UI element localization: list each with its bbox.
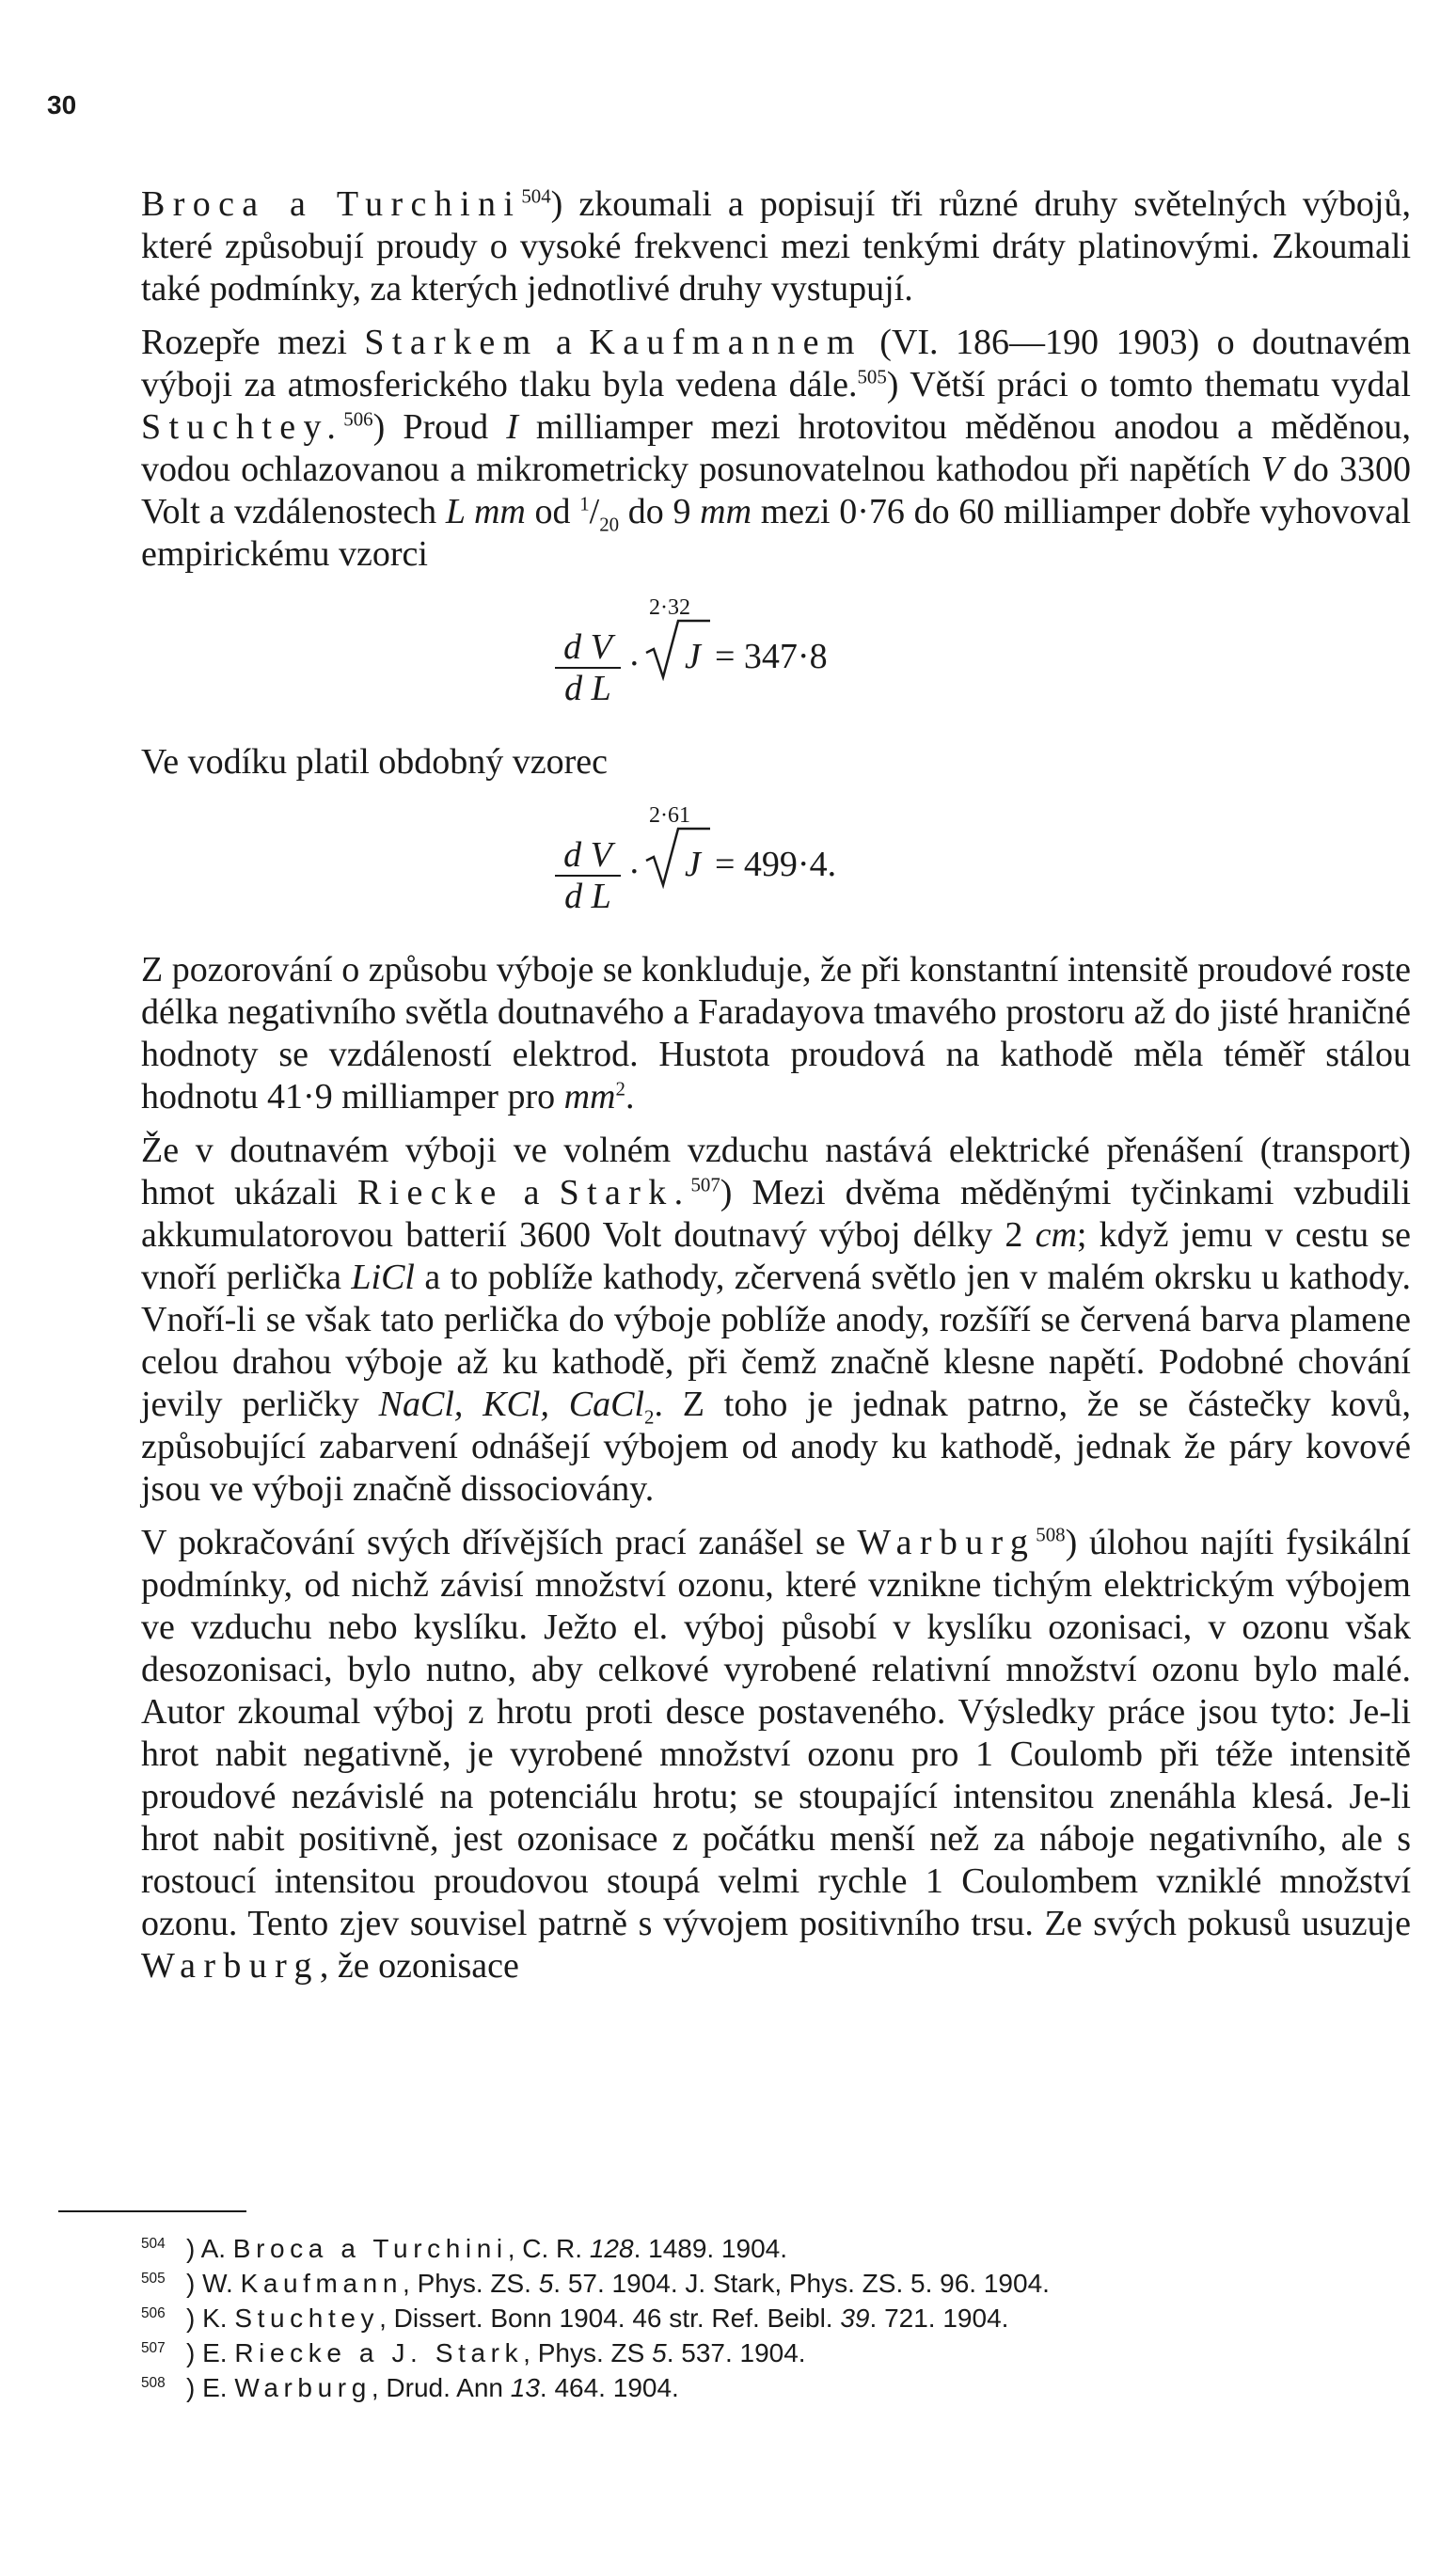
text-run: E. xyxy=(202,2373,235,2402)
radicand: J xyxy=(685,845,701,884)
text-run: ) Mezi dvěma měděnými tyčinkami vzbudili akkumulatorovou batterií 3600 Volt doutnavý výboj délky 2 xyxy=(141,1173,1411,1255)
text-run: , C. R. xyxy=(507,2234,590,2263)
author-name: Broca a Turchini xyxy=(141,184,522,224)
fraction-denominator: 20 xyxy=(599,513,620,536)
author-name: Warburg xyxy=(234,2373,372,2402)
text-run: a to poblíže kathody, zčervená světlo jen v malém okrsku u kathody. Vnoří-li se však tato perlička do výboje poblíže anody, rozšíří se červená barva plamene celou drahou výboje až ku kathodě, při čemž značně klesne napětí. Podobné chování jevily perličky xyxy=(141,1258,1411,1424)
footnote-divider xyxy=(58,2210,246,2212)
volume: 5 xyxy=(652,2338,667,2367)
paragraph-broca-turchini xyxy=(141,183,1411,310)
author-name: Stark. xyxy=(559,1173,691,1212)
denominator: d L xyxy=(564,877,611,916)
variable: V xyxy=(1260,450,1283,489)
text-run: , že ozonisace xyxy=(319,1946,519,1986)
text-run: , Phys. ZS xyxy=(523,2338,653,2367)
paragraph-observation xyxy=(141,949,1411,1118)
text-run: V pokračování svých dřívějších prací zanášel se xyxy=(141,1523,858,1562)
paragraph-stark-kaufmann: Rozepře mezi Starkem a Kaufmannem (VI. 186—190 1903) o doutnavém výboji za atmosferického tlaku byla vedena dále.$^{505}$) Větší práci o tomto thematu vydal Stuchtey.$^{506}$) Proud I milliamper mezi hrotovitou měděnou anodou a měděnou, vodou ochlazovanou a mikrometricky posunovatelnou kathodou při napětích V do 3300 Volt a vzdálenostech L mm od $^1/_{20}$ do 9 mm mezi 0·76 do 60 milliamper dobře vyhovoval empirickému vzorci xyxy=(141,323,1412,574)
volume: 39 xyxy=(840,2304,870,2333)
author-name: Kaufmannem xyxy=(589,323,863,362)
paragraph-text: ) zkoumali a popisují tři různé druhy světelných výbojů, které způsobují proudy o vysoké frekvenci mezi tenkými dráty platinovými. Zkoumali také podmínky, za kterých jednotlivé druhy vystupují. xyxy=(141,184,1411,309)
variable: I xyxy=(506,407,518,447)
footnotes xyxy=(141,2231,1317,2405)
numerator: d V xyxy=(555,629,621,669)
text-run: Že v doutnavém výboji ve volném vzduchu nastává elektrické přenášení (transport) hmot ukázali xyxy=(141,1131,1411,1212)
footnote-ref[interactable]: 506 xyxy=(343,407,373,431)
multiply-dot: · xyxy=(628,644,641,684)
subscript: 2 xyxy=(644,1405,655,1429)
footnote: $^{506}$ ) K. Stuchtey, Dissert. Bonn 1904. 46 str. Ref. Beibl. 39. 721. 1904. xyxy=(141,2304,1009,2333)
chemical-formula: NaCl, KCl, CaCl xyxy=(378,1385,645,1424)
footnote: $^{504}$ ) A. Broca a Turchini, C. R. 128. 1489. 1904. xyxy=(141,2234,788,2263)
text-run: a xyxy=(503,1173,560,1212)
footnote-ref[interactable]: 508 xyxy=(1036,1523,1066,1546)
volume: 13 xyxy=(510,2373,540,2402)
fraction-dv-dl xyxy=(555,629,621,706)
footnote: $^{507}$ ) E. Riecke a J. Stark, Phys. ZS 5. 537. 1904. xyxy=(141,2338,806,2367)
text-run: do 3300 Volt a vzdálenostech xyxy=(141,450,1412,531)
multiply-dot: · xyxy=(628,852,641,892)
text-run: ) Proud xyxy=(372,407,507,447)
text-run: . xyxy=(625,1077,635,1116)
paragraph-text: Ve vodíku platil obdobný vzorec xyxy=(141,742,609,782)
page-number: 30 xyxy=(47,90,77,119)
body-text xyxy=(141,183,1411,1999)
text-run: milliamper mezi hrotovitou měděnou anodou a měděnou, vodou ochlazovanou a mikrometricky posunovatelnou kathodou při napětích xyxy=(141,407,1411,489)
text-run: . 721. 1904. xyxy=(869,2304,1009,2333)
text-run: od xyxy=(525,492,580,531)
exponent: 2 xyxy=(615,1077,625,1100)
author-name: Stuchtey. xyxy=(141,407,344,447)
text-run: . 1489. 1904. xyxy=(633,2234,788,2263)
author-name: Stuchtey xyxy=(234,2304,380,2333)
text-run: a xyxy=(538,323,590,362)
volume: 128 xyxy=(589,2234,634,2263)
paragraph-hydrogen xyxy=(141,741,1411,784)
author-name: Kaufmann xyxy=(240,2269,404,2298)
text-run: . 57. 1904. J. Stark, Phys. ZS. 5. 96. 1904. xyxy=(553,2269,1050,2298)
formula-air xyxy=(141,587,1411,728)
chemical-formula: LiCl xyxy=(351,1258,415,1297)
formula-rhs: = 347·8 xyxy=(715,637,828,676)
root-index: 2·61 xyxy=(649,803,690,828)
formula-hydrogen xyxy=(141,795,1411,936)
text-run: mezi 0·76 do 60 milliamper dobře vyhovoval empirickému vzorci xyxy=(141,492,1411,574)
root-index: 2·32 xyxy=(649,595,690,620)
author-name: Riecke xyxy=(356,1173,504,1212)
text-run: , Phys. ZS. xyxy=(403,2269,539,2298)
text-run: Z pozorování o způsobu výboje se konkluduje, že při konstantní intensitě proudové roste délka negativního světla doutnavého a Faradayova tmavého prostoru až do jisté hraničné hodnoty se vzdáleností elektrod. Hustota proudová na kathodě měla téměř stálou hodnotu 41·9 milliamper pro xyxy=(141,950,1411,1116)
footnote-ref[interactable]: 505 xyxy=(857,365,887,388)
variable: mm xyxy=(700,492,752,531)
radicand: J xyxy=(685,637,701,676)
author-name: Starkem xyxy=(364,323,539,362)
text-run: ) Větší práci o tomto thematu vydal xyxy=(886,365,1411,404)
text-run: , Drud. Ann xyxy=(371,2373,511,2402)
author-name: Broca a Turchini xyxy=(232,2234,508,2263)
author-name: Warburg xyxy=(857,1523,1037,1562)
unit: cm xyxy=(1035,1215,1077,1255)
footnote-ref[interactable]: 507 xyxy=(690,1173,720,1196)
volume: 5 xyxy=(538,2269,554,2298)
denominator: d L xyxy=(564,669,611,708)
fraction-numerator: 1 xyxy=(579,492,590,515)
formula-rhs: = 499·4. xyxy=(715,845,837,884)
fraction-dv-dl xyxy=(555,837,621,914)
text-run: E. xyxy=(202,2338,235,2367)
text-run: Rozepře mezi xyxy=(141,323,365,362)
numerator: d V xyxy=(555,837,621,877)
paragraph-warburg xyxy=(141,1522,1411,1987)
footnote: $^{505}$ ) W. Kaufmann, Phys. ZS. 5. 57. 1904. J. Stark, Phys. ZS. 5. 96. 1904. xyxy=(141,2269,1050,2298)
text-run: . Z toho je jednak patrno, že se částečky kovů, způsobující zabarvení odnášejí výbojem od anody ku kathodě, jednak že páry kovové jsou ve výboji značně dissociovány. xyxy=(141,1385,1412,1509)
text-run: A. xyxy=(200,2234,233,2263)
text-run: . 537. 1904. xyxy=(666,2338,806,2367)
unit: mm xyxy=(563,1077,616,1116)
footnote-ref[interactable]: 504 xyxy=(521,184,551,208)
text-run: , Dissert. Bonn 1904. 46 str. Ref. Beibl. xyxy=(379,2304,841,2333)
text-run: K. xyxy=(202,2304,235,2333)
text-run: ) úlohou najíti fysikální podmínky, od nichž závisí množství ozonu, které vznikne tichým elektrickým výbojem ve vzduchu nebo kyslíku. Ježto el. výboj působí v kyslíku ozonisaci, v ozonu však desozonisaci, bylo nutno, aby celkové vyrobené relativní množství ozonu bylo malé. Autor zkoumal výboj z hrotu proti desce postaveného. Výsledky práce jsou tyto: Je-li hrot nabit negativně, je vyrobené množství ozonu pro 1 Coulomb při téže intensitě proudové nezávislé na potenciálu hrotu; se stoupající intensitou znenáhla klesá. Je-li hrot nabit positivně, jest ozonisace z počátku menší než za náboje negativního, ale s rostoucí intensitou proudovou stoupá velmi rychle 1 Coulombem vzniklé množství ozonu. Tento zjev souvisel patrně s vývojem positivního trsu. Ze svých pokusů usuzuje xyxy=(141,1523,1411,1943)
footnote: $^{508}$ ) E. Warburg, Drud. Ann 13. 464. 1904. xyxy=(141,2373,679,2402)
text-run: do 9 xyxy=(619,492,701,531)
paragraph-riecke-stark xyxy=(141,1130,1411,1511)
author-name: Warburg xyxy=(141,1946,320,1986)
text-run: . 464. 1904. xyxy=(539,2373,679,2402)
variable: L mm xyxy=(445,492,526,531)
author-name: Riecke a J. Stark xyxy=(234,2338,524,2367)
text-run: W. xyxy=(202,2269,241,2298)
text-run: (VI. 186—190 1903) o doutnavém výboji za atmosferického tlaku byla vedena dále. xyxy=(141,323,1411,404)
text-run: ; když jemu v cestu se vnoří perlička xyxy=(141,1215,1411,1297)
